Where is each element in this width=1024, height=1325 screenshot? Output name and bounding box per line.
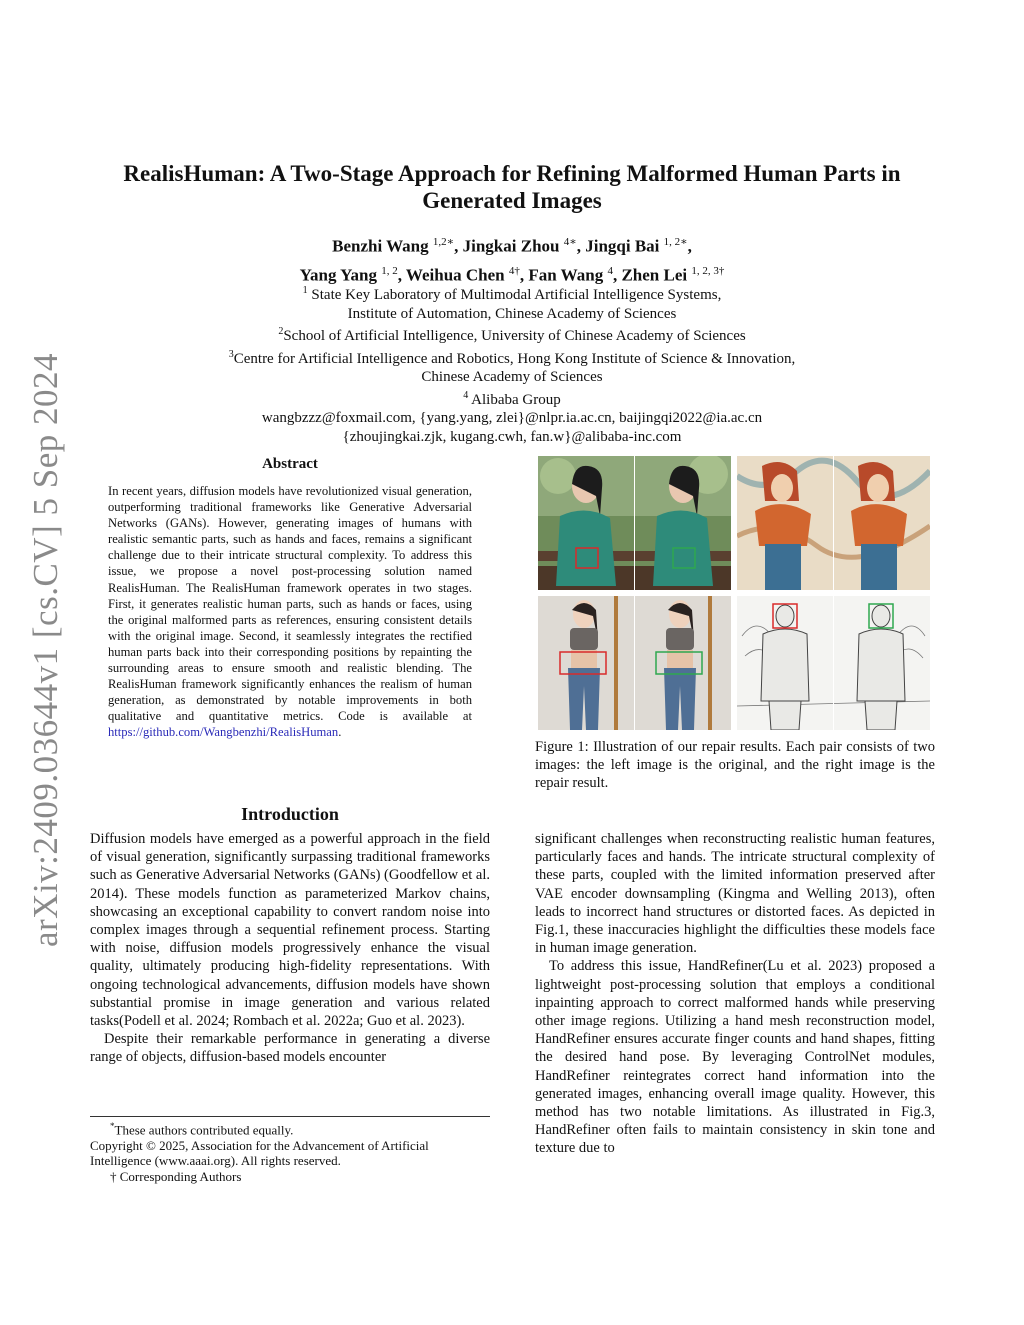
author-affil: 1, 2, 3† bbox=[691, 264, 725, 277]
affil-text: {zhoujingkai.zjk, kugang.cwh, fan.w}@alibaba-inc.com bbox=[342, 428, 682, 445]
email-line bbox=[100, 428, 924, 447]
author-name: Zhen Lei bbox=[621, 265, 688, 285]
title-line-1: RealisHuman: A Two-Stage Approach for Refining Malformed Human Parts in bbox=[123, 161, 901, 186]
affiliation-line bbox=[100, 323, 924, 346]
affil-text: School of Artificial Intelligence, University of Chinese Academy of Sciences bbox=[283, 328, 746, 344]
affil-text: Chinese Academy of Sciences bbox=[421, 369, 603, 385]
author-affil: 4† bbox=[508, 264, 520, 277]
figure-caption: Figure 1: Illustration of our repair results. Each pair consists of two images: the left image is the original, and the right image is the repair result. bbox=[535, 739, 935, 791]
affil-num: 4 bbox=[463, 389, 469, 401]
author-affil: 1, 2 bbox=[381, 264, 398, 277]
author-sep: , bbox=[576, 236, 586, 256]
footnote-equal bbox=[90, 1119, 490, 1138]
affiliation-line bbox=[100, 282, 924, 305]
panel-image bbox=[737, 456, 930, 590]
abstract-heading: Abstract bbox=[262, 456, 318, 472]
left-column bbox=[90, 830, 490, 1067]
affil-text: Institute of Automation, Chinese Academy of Sciences bbox=[347, 305, 677, 322]
footnote-copyright: Copyright © 2025, Association for the Advancement of Artificial Intelligence (www.aaai.org). All rights reserved. bbox=[90, 1137, 429, 1169]
paragraph: Diffusion models have emerged as a powerful approach in the field of visual generation, significantly surpassing traditional frameworks such as Generative Adversarial Networks (GANs) (Goodfellow et al. 2014). These models function as parameterized Markov chains, showcasing an exceptional capability to convert random noise into complex images through a sequential refinement process. Starting with noise, diffusion models progressively enhance the visual quality, ultimately producing high-fidelity representations. With ongoing technological advancements, diffusion models have shown substantial promise in image generation and various related tasks(Podell et al. 2024; Rombach et al. 2022a; Guo et al. 2023). bbox=[90, 831, 490, 1030]
figure-panel-sketch bbox=[737, 596, 930, 730]
title-line-2: Generated Images bbox=[422, 188, 602, 213]
author-sep: , bbox=[519, 265, 529, 285]
paragraph: To address this issue, HandRefiner(Lu et al. 2023) proposed a lightweight post-processing solution that employs a conditional inpainting approach to correct malformed hands while preserving other image regions. Utilizing a hand mesh reconstruction model, HandRefiner ensures accurate finger counts and hand shapes, fitting the desired hand pose. By leveraging ControlNet modules, HandRefiner reintegrates correct hand information into the generated images, enhancing overall image quality. However, this method has two notable limitations. As illustrated in Fig.3, HandRefiner often fails to maintain consistency in skin tone and texture due to bbox=[535, 958, 935, 1157]
right-column bbox=[535, 830, 935, 1158]
author-sep: , bbox=[612, 265, 622, 285]
affiliation-line bbox=[100, 346, 924, 369]
footnote-mark: * bbox=[110, 1121, 115, 1131]
affil-text: wangbzzz@foxmail.com, {yang.yang, zlei}@nlpr.ia.ac.cn, baijingqi2022@ia.ac.cn bbox=[261, 410, 763, 426]
author-name: Yang Yang bbox=[299, 265, 377, 285]
authors-line-1 bbox=[100, 230, 924, 259]
affil-text: Centre for Artificial Intelligence and Robotics, Hong Kong Institute of Science & Innovation, bbox=[233, 350, 796, 367]
code-link[interactable]: https://github.com/Wangbenzhi/RealisHuman bbox=[108, 725, 339, 740]
affiliation-line bbox=[100, 387, 924, 410]
author-affil: 1,2∗ bbox=[432, 236, 455, 248]
figure-1 bbox=[538, 456, 930, 732]
author-name: Fan Wang bbox=[528, 265, 604, 285]
arxiv-id: arXiv:2409.03644v1 [cs.CV] 5 Sep 2024 bbox=[26, 352, 65, 948]
abstract-end: . bbox=[338, 725, 342, 740]
author-name: Benzhi Wang bbox=[332, 236, 429, 256]
abstract-body: In recent years, diffusion models have revolutionized visual generation, outperforming traditional frameworks like Generative Adversarial Networks (GANs). However, generating images of humans with realistic semantic parts, such as hands and faces, remains a significant challenge due to their intricate structural complexity. To address this issue, we propose a novel post-processing solution named RealisHuman. The RealisHuman framework operates in two stages. First, it generates realistic human parts, such as hands or faces, using the original malformed parts as references, ensuring consistent details with the original image. Second, it seamlessly integrates the rectified human parts back into their corresponding positions by repainting the surrounding areas to ensure smooth and realistic blending. The RealisHuman framework significantly enhances the realism of human generation, as demonstrated by notable improvements in both qualitative and quantitative metrics. Code is available at bbox=[108, 484, 472, 724]
affiliation-line bbox=[100, 368, 924, 387]
affil-num: 1 bbox=[302, 285, 308, 296]
figure-panel-illustration bbox=[737, 456, 930, 590]
affil-num: 3 bbox=[228, 348, 234, 360]
paper-title bbox=[100, 160, 924, 214]
panel-image bbox=[538, 456, 731, 590]
author-sep: , bbox=[397, 265, 406, 285]
author-name: Jingkai Zhou bbox=[462, 236, 560, 256]
figure-panel-photo-studio bbox=[538, 596, 731, 730]
author-affil: 4∗ bbox=[563, 236, 577, 248]
author-name: Weihua Chen bbox=[405, 265, 505, 285]
affiliation-line bbox=[100, 305, 924, 324]
section-heading-introduction: Introduction bbox=[241, 804, 339, 824]
panel-image bbox=[538, 596, 731, 730]
paragraph: Despite their remarkable performance in generating a diverse range of objects, diffusion-based models encounter bbox=[90, 1031, 490, 1066]
footnote-corresponding: † Corresponding Authors bbox=[110, 1168, 242, 1184]
affiliations bbox=[100, 282, 924, 446]
author-affil: 4 bbox=[607, 264, 613, 277]
author-affil: 1, 2∗ bbox=[663, 236, 688, 248]
email-line bbox=[100, 409, 924, 428]
footnotes bbox=[90, 1116, 490, 1184]
paragraph: significant challenges when reconstructing realistic human features, particularly faces and hands. The intricate structural complexity of these parts, coupled with the limited information preserved after VAE encoder downsampling (Kingma and Welling 2013), often leads to incorrect hand structures or distorted faces. As depicted in Fig.1, these inaccuracies highlight the difficulties these models face in human image generation. bbox=[535, 831, 935, 957]
affil-text: State Key Laboratory of Multimodal Artificial Intelligence Systems, bbox=[307, 287, 722, 303]
affil-text: Alibaba Group bbox=[468, 391, 561, 408]
abstract-text bbox=[108, 483, 472, 741]
figure-panel-photo-bench bbox=[538, 456, 731, 590]
author-name: Jingqi Bai bbox=[585, 236, 660, 256]
panel-image bbox=[737, 596, 930, 730]
footnote-text: These authors contributed equally. bbox=[114, 1122, 294, 1138]
arxiv-stamp bbox=[0, 0, 80, 1325]
author-list bbox=[100, 230, 924, 287]
author-sep: , bbox=[454, 236, 463, 256]
author-sep: , bbox=[687, 236, 692, 256]
affil-num: 2 bbox=[278, 326, 284, 337]
